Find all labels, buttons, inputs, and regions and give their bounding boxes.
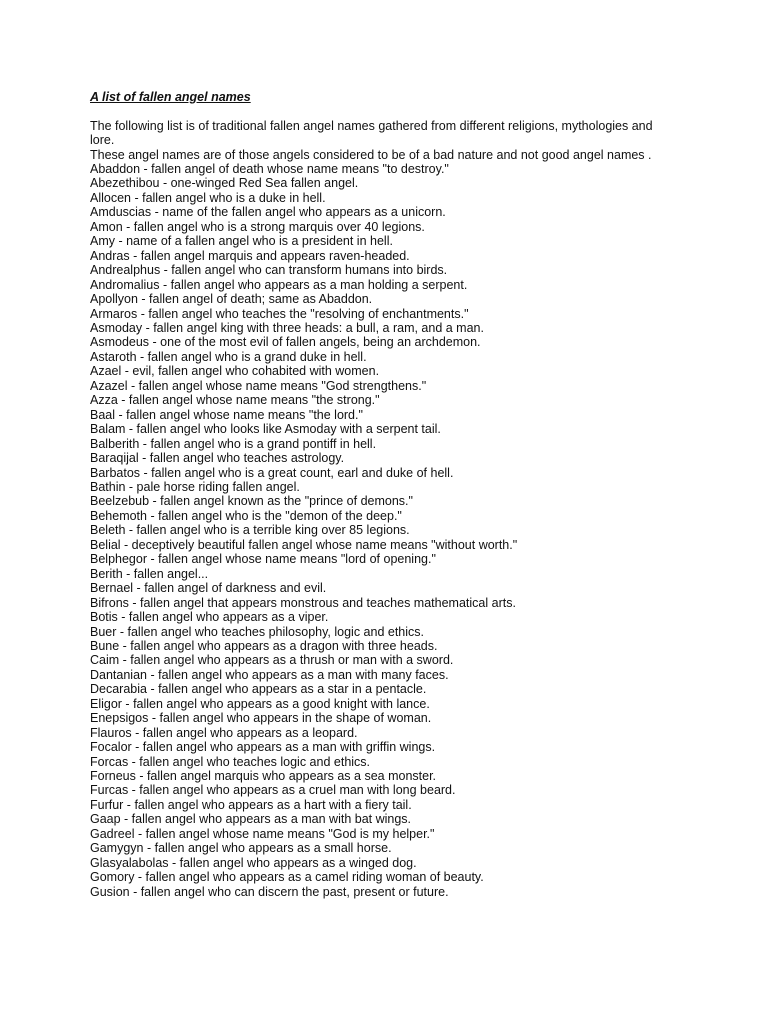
list-item: Amon - fallen angel who is a strong marquis over 40 legions. bbox=[90, 219, 425, 234]
list-item: Focalor - fallen angel who appears as a man with griffin wings. bbox=[90, 740, 436, 755]
list-item: Bernael - fallen angel of darkness and evil. bbox=[90, 581, 327, 596]
list-item: Forneus - fallen angel marquis who appears as a sea monster. bbox=[90, 769, 437, 784]
list-item: Belial - deceptively beautiful fallen angel whose name means "without worth." bbox=[90, 537, 518, 552]
list-item: Abaddon - fallen angel of death whose name means "to destroy." bbox=[90, 162, 449, 176]
list-item: Andras - fallen angel marquis and appears raven-headed. bbox=[90, 248, 410, 263]
list-item: Azazel - fallen angel whose name means "God strengthens." bbox=[90, 378, 427, 393]
list-item: Allocen - fallen angel who is a duke in hell. bbox=[90, 190, 326, 205]
list-item: Baraqijal - fallen angel who teaches astrology. bbox=[90, 451, 345, 466]
list-item: Balberith - fallen angel who is a grand pontiff in hell. bbox=[90, 436, 377, 451]
list-item: Apollyon - fallen angel of death; same as Abaddon. bbox=[90, 292, 373, 307]
list-item: Azza - fallen angel whose name means "the strong." bbox=[90, 393, 380, 408]
document-title: A list of fallen angel names bbox=[90, 90, 251, 104]
document-page bbox=[90, 90, 670, 899]
list-item: Astaroth - fallen angel who is a grand duke in hell. bbox=[90, 349, 367, 364]
intro-paragraph: The following list is of traditional fallen angel names gathered from different religions, mythologies and lore. bbox=[90, 118, 653, 147]
list-item: Bune - fallen angel who appears as a dragon with three heads. bbox=[90, 638, 438, 653]
list-item: Barbatos - fallen angel who is a great count, earl and duke of hell. bbox=[90, 465, 454, 480]
list-item: Decarabia - fallen angel who appears as a star in a pentacle. bbox=[90, 682, 427, 697]
list-item: Bifrons - fallen angel that appears monstrous and teaches mathematical arts. bbox=[90, 595, 516, 610]
list-item: Gadreel - fallen angel whose name means "God is my helper." bbox=[90, 826, 435, 841]
list-item: Gomory - fallen angel who appears as a camel riding woman of beauty. bbox=[90, 870, 484, 885]
list-item: Behemoth - fallen angel who is the "demon of the deep." bbox=[90, 508, 402, 523]
list-item: Furcas - fallen angel who appears as a cruel man with long beard. bbox=[90, 783, 456, 798]
list-item: Andromalius - fallen angel who appears as a man holding a serpent. bbox=[90, 277, 468, 292]
list-item: Buer - fallen angel who teaches philosophy, logic and ethics. bbox=[90, 624, 425, 639]
list-item: Botis - fallen angel who appears as a viper. bbox=[90, 610, 329, 625]
list-item: Caim - fallen angel who appears as a thrush or man with a sword. bbox=[90, 653, 454, 668]
intro-note: These angel names are of those angels considered to be of a bad nature and not good angel names . bbox=[90, 147, 652, 162]
list-item: Andrealphus - fallen angel who can transform humans into birds. bbox=[90, 263, 448, 278]
list-item: Amduscias - name of the fallen angel who appears as a unicorn. bbox=[90, 205, 446, 220]
list-item: Bathin - pale horse riding fallen angel. bbox=[90, 479, 300, 494]
list-item: Asmoday - fallen angel king with three heads: a bull, a ram, and a man. bbox=[90, 320, 484, 335]
list-item: Baal - fallen angel whose name means "the lord." bbox=[90, 407, 363, 422]
list-item: Gaap - fallen angel who appears as a man with bat wings. bbox=[90, 812, 412, 827]
list-item: Berith - fallen angel... bbox=[90, 566, 209, 581]
list-item: Dantanian - fallen angel who appears as a man with many faces. bbox=[90, 667, 449, 682]
list-item: Armaros - fallen angel who teaches the "resolving of enchantments." bbox=[90, 306, 469, 321]
list-item: Enepsigos - fallen angel who appears in the shape of woman. bbox=[90, 711, 432, 726]
list-item: Gusion - fallen angel who can discern the past, present or future. bbox=[90, 884, 449, 899]
list-item: Abezethibou - one-winged Red Sea fallen angel. bbox=[90, 176, 359, 191]
list-item: Beelzebub - fallen angel known as the "prince of demons." bbox=[90, 494, 413, 509]
angel-name-list bbox=[90, 162, 670, 899]
list-item: Asmodeus - one of the most evil of fallen angels, being an archdemon. bbox=[90, 335, 481, 350]
list-item: Beleth - fallen angel who is a terrible king over 85 legions. bbox=[90, 523, 410, 538]
list-item: Gamygyn - fallen angel who appears as a small horse. bbox=[90, 841, 392, 856]
list-item: Amy - name of a fallen angel who is a president in hell. bbox=[90, 234, 393, 249]
list-item: Eligor - fallen angel who appears as a good knight with lance. bbox=[90, 696, 430, 711]
list-item: Balam - fallen angel who looks like Asmoday with a serpent tail. bbox=[90, 422, 441, 437]
list-item: Belphegor - fallen angel whose name means "lord of opening." bbox=[90, 552, 436, 567]
list-item: Forcas - fallen angel who teaches logic and ethics. bbox=[90, 754, 371, 769]
list-item: Azael - evil, fallen angel who cohabited with women. bbox=[90, 364, 380, 379]
list-item: Flauros - fallen angel who appears as a leopard. bbox=[90, 725, 358, 740]
list-item: Glasyalabolas - fallen angel who appears as a winged dog. bbox=[90, 855, 417, 870]
list-item: Furfur - fallen angel who appears as a hart with a fiery tail. bbox=[90, 797, 412, 812]
